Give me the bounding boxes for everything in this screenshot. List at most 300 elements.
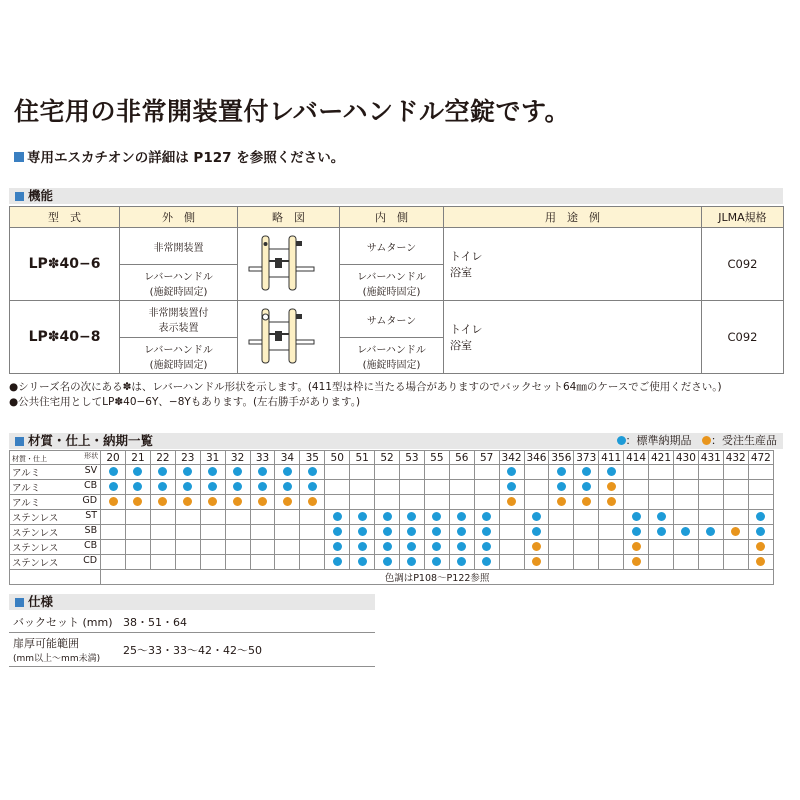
availability-cell xyxy=(649,480,674,495)
availability-cell xyxy=(275,495,300,510)
availability-cell xyxy=(449,495,474,510)
material-label xyxy=(10,555,101,570)
spec-section-header xyxy=(9,594,375,610)
standard-dot-icon xyxy=(607,467,616,476)
outer-top-text: 非常開装置付 xyxy=(148,308,209,319)
standard-dot-icon xyxy=(507,482,516,491)
header-drawing: 略 図 xyxy=(238,207,340,228)
availability-cell xyxy=(175,495,200,510)
standard-dot-icon xyxy=(457,527,466,536)
availability-cell xyxy=(649,525,674,540)
lock-diagram xyxy=(238,301,340,374)
availability-cell xyxy=(624,540,649,555)
availability-cell xyxy=(200,510,225,525)
availability-cell xyxy=(300,525,325,540)
availability-cell xyxy=(399,555,424,570)
standard-dot-icon xyxy=(258,467,267,476)
shape-header: 55 xyxy=(424,451,449,465)
availability-cell xyxy=(723,495,748,510)
standard-dot-icon xyxy=(457,557,466,566)
availability-cell xyxy=(649,555,674,570)
corner-material-label: 材質・仕上 xyxy=(12,455,47,463)
availability-cell xyxy=(325,525,350,540)
standard-dot-icon xyxy=(432,542,441,551)
legend-standard: ：標準納期品 xyxy=(625,434,692,447)
order-dot-icon xyxy=(702,436,711,445)
outer-top-sub: 表示装置 xyxy=(158,323,199,334)
order-dot-icon xyxy=(756,542,765,551)
availability-cell xyxy=(474,510,499,525)
inner-top-text: サムターン xyxy=(366,242,417,254)
availability-cell xyxy=(225,540,250,555)
shape-header: 431 xyxy=(698,451,723,465)
availability-cell xyxy=(126,465,151,480)
standard-dot-icon xyxy=(233,482,242,491)
availability-cell xyxy=(499,555,524,570)
order-dot-icon xyxy=(183,497,192,506)
availability-cell xyxy=(499,510,524,525)
availability-cell xyxy=(126,540,151,555)
availability-cell xyxy=(624,495,649,510)
availability-cell xyxy=(225,510,250,525)
material-row xyxy=(10,480,774,495)
availability-cell xyxy=(325,510,350,525)
standard-dot-icon xyxy=(432,557,441,566)
header-jlma: JLMA規格 xyxy=(702,207,784,228)
corner-cell xyxy=(10,451,101,465)
availability-cell xyxy=(126,555,151,570)
availability-cell xyxy=(524,480,549,495)
availability-cell xyxy=(101,555,126,570)
escutcheon-note-text: 専用エスカチオンの詳細は P127 を参照ください。 xyxy=(27,150,345,166)
material-label xyxy=(10,510,101,525)
materials-table xyxy=(9,450,774,585)
order-dot-icon xyxy=(632,542,641,551)
availability-cell xyxy=(698,525,723,540)
standard-dot-icon xyxy=(681,527,690,536)
availability-cell xyxy=(250,510,275,525)
availability-cell xyxy=(325,480,350,495)
availability-cell xyxy=(499,525,524,540)
material-name: アルミ xyxy=(12,468,41,479)
standard-dot-icon xyxy=(432,512,441,521)
material-label xyxy=(10,465,101,480)
standard-dot-icon xyxy=(482,512,491,521)
standard-dot-icon xyxy=(383,557,392,566)
standard-dot-icon xyxy=(557,467,566,476)
outer-bottom-sub: (施錠時固定) xyxy=(149,286,208,298)
availability-cell xyxy=(549,540,574,555)
square-bullet-icon xyxy=(15,192,24,201)
availability-cell xyxy=(275,555,300,570)
availability-cell xyxy=(350,480,375,495)
outer-bottom xyxy=(120,338,238,374)
availability-cell xyxy=(325,465,350,480)
availability-cell xyxy=(424,525,449,540)
standard-dot-icon xyxy=(407,512,416,521)
availability-cell xyxy=(399,495,424,510)
standard-dot-icon xyxy=(756,512,765,521)
material-row xyxy=(10,540,774,555)
standard-dot-icon xyxy=(407,542,416,551)
availability-cell xyxy=(748,480,773,495)
material-label xyxy=(10,480,101,495)
availability-cell xyxy=(474,525,499,540)
header-model: 型 式 xyxy=(10,207,120,228)
availability-cell xyxy=(499,495,524,510)
order-dot-icon xyxy=(258,497,267,506)
standard-dot-icon xyxy=(617,436,626,445)
availability-cell xyxy=(474,465,499,480)
inner-bottom xyxy=(340,338,444,374)
header-inner: 内 側 xyxy=(340,207,444,228)
standard-dot-icon xyxy=(158,467,167,476)
availability-cell xyxy=(748,525,773,540)
availability-cell xyxy=(225,555,250,570)
availability-cell xyxy=(126,525,151,540)
availability-cell xyxy=(175,540,200,555)
availability-cell xyxy=(449,510,474,525)
shape-header: 53 xyxy=(399,451,424,465)
availability-cell xyxy=(350,555,375,570)
order-dot-icon xyxy=(158,497,167,506)
availability-cell xyxy=(649,465,674,480)
inner-bottom-text: レバーハンドル xyxy=(357,271,426,283)
lever-lock-indicator-diagram-icon xyxy=(244,306,334,366)
outer-top xyxy=(120,228,238,265)
availability-cell xyxy=(424,540,449,555)
availability-cell xyxy=(624,480,649,495)
standard-dot-icon xyxy=(283,467,292,476)
availability-cell xyxy=(399,525,424,540)
availability-cell xyxy=(424,555,449,570)
availability-cell xyxy=(250,465,275,480)
spec-backset-value: 38・51・64 xyxy=(119,612,375,633)
standard-dot-icon xyxy=(158,482,167,491)
availability-cell xyxy=(574,480,599,495)
finish-code: GD xyxy=(82,495,98,506)
availability-cell xyxy=(449,480,474,495)
availability-cell xyxy=(101,495,126,510)
availability-cell xyxy=(698,480,723,495)
availability-cell xyxy=(748,465,773,480)
spec-door-thickness-label xyxy=(9,633,119,667)
availability-cell xyxy=(748,540,773,555)
standard-dot-icon xyxy=(457,512,466,521)
finish-code: CB xyxy=(83,480,98,491)
availability-cell xyxy=(175,465,200,480)
availability-cell xyxy=(624,510,649,525)
availability-cell xyxy=(599,555,624,570)
availability-cell xyxy=(300,465,325,480)
standard-dot-icon xyxy=(308,482,317,491)
standard-dot-icon xyxy=(532,527,541,536)
availability-cell xyxy=(449,465,474,480)
outer-bottom-text: レバーハンドル xyxy=(144,271,213,283)
note-line: ●公共住宅用としてLP✽40−6Y、−8Yもあります。(左右勝手があります。) xyxy=(9,396,361,408)
material-row xyxy=(10,495,774,510)
availability-cell xyxy=(126,495,151,510)
availability-cell xyxy=(574,540,599,555)
outer-top xyxy=(120,301,238,338)
availability-cell xyxy=(449,555,474,570)
availability-cell xyxy=(375,465,400,480)
use-toilet: トイレ xyxy=(450,323,483,336)
shape-header: 421 xyxy=(649,451,674,465)
availability-cell xyxy=(698,540,723,555)
availability-cell xyxy=(673,555,698,570)
legend-order: ：受注生産品 xyxy=(711,434,777,447)
shape-header: 472 xyxy=(748,451,773,465)
standard-dot-icon xyxy=(507,467,516,476)
availability-cell xyxy=(275,525,300,540)
shape-header: 35 xyxy=(300,451,325,465)
shape-header: 414 xyxy=(624,451,649,465)
availability-cell xyxy=(624,525,649,540)
standard-dot-icon xyxy=(333,542,342,551)
availability-cell xyxy=(375,510,400,525)
square-bullet-icon xyxy=(15,437,24,446)
availability-cell xyxy=(150,480,175,495)
availability-cell xyxy=(723,510,748,525)
availability-cell xyxy=(175,510,200,525)
availability-cell xyxy=(300,555,325,570)
shape-header: 50 xyxy=(325,451,350,465)
shape-header: 31 xyxy=(200,451,225,465)
function-notes xyxy=(9,380,722,410)
availability-cell xyxy=(673,510,698,525)
header-outer: 外 側 xyxy=(120,207,238,228)
shape-header: 432 xyxy=(723,451,748,465)
availability-cell xyxy=(449,540,474,555)
availability-cell xyxy=(300,495,325,510)
standard-dot-icon xyxy=(432,527,441,536)
availability-cell xyxy=(549,525,574,540)
availability-cell xyxy=(599,465,624,480)
jlma-code: C092 xyxy=(702,301,784,374)
shape-header: 34 xyxy=(275,451,300,465)
availability-cell xyxy=(300,480,325,495)
shape-header: 23 xyxy=(175,451,200,465)
standard-dot-icon xyxy=(482,527,491,536)
standard-dot-icon xyxy=(358,527,367,536)
spec-door-thickness-sub: (mm以上〜mm未満) xyxy=(13,654,101,664)
standard-dot-icon xyxy=(532,512,541,521)
model-lp40-8: LP✽40−8 xyxy=(10,301,120,374)
order-dot-icon xyxy=(233,497,242,506)
inner-bottom-text: レバーハンドル xyxy=(357,344,426,356)
standard-dot-icon xyxy=(482,557,491,566)
shape-header: 373 xyxy=(574,451,599,465)
availability-cell xyxy=(350,525,375,540)
availability-cell xyxy=(200,480,225,495)
availability-cell xyxy=(225,495,250,510)
standard-dot-icon xyxy=(407,527,416,536)
function-table xyxy=(9,206,784,374)
standard-dot-icon xyxy=(183,467,192,476)
material-row xyxy=(10,465,774,480)
availability-cell xyxy=(549,510,574,525)
shape-header: 356 xyxy=(549,451,574,465)
standard-dot-icon xyxy=(183,482,192,491)
availability-cell xyxy=(474,555,499,570)
availability-cell xyxy=(126,510,151,525)
availability-cell xyxy=(424,465,449,480)
availability-cell xyxy=(325,555,350,570)
availability-cell xyxy=(673,525,698,540)
order-dot-icon xyxy=(109,497,118,506)
inner-bottom xyxy=(340,265,444,301)
availability-cell xyxy=(574,495,599,510)
material-row xyxy=(10,525,774,540)
availability-cell xyxy=(350,540,375,555)
availability-cell xyxy=(474,540,499,555)
order-dot-icon xyxy=(507,497,516,506)
standard-dot-icon xyxy=(383,527,392,536)
standard-dot-icon xyxy=(706,527,715,536)
standard-dot-icon xyxy=(358,512,367,521)
shape-header: 411 xyxy=(599,451,624,465)
availability-cell xyxy=(250,495,275,510)
materials-section-header xyxy=(9,433,783,449)
availability-cell xyxy=(150,540,175,555)
page-title: 住宅用の非常開装置付レバーハンドル空錠です。 xyxy=(14,97,571,126)
availability-cell xyxy=(673,465,698,480)
availability-cell xyxy=(200,465,225,480)
availability-cell xyxy=(649,510,674,525)
shape-header: 56 xyxy=(449,451,474,465)
lock-diagram xyxy=(238,228,340,301)
availability-cell xyxy=(200,495,225,510)
availability-cell xyxy=(549,480,574,495)
availability-cell xyxy=(375,540,400,555)
spec-table xyxy=(9,612,375,667)
function-section-header xyxy=(9,188,783,204)
standard-dot-icon xyxy=(582,482,591,491)
function-heading: 機能 xyxy=(28,188,54,203)
order-dot-icon xyxy=(133,497,142,506)
availability-cell xyxy=(275,510,300,525)
availability-cell xyxy=(325,495,350,510)
standard-dot-icon xyxy=(632,527,641,536)
shape-header: 33 xyxy=(250,451,275,465)
shape-header: 32 xyxy=(225,451,250,465)
color-note: 色調はP108〜P122参照 xyxy=(101,570,774,585)
spec-backset-label: バックセット (mm) xyxy=(9,612,119,633)
shape-header: 57 xyxy=(474,451,499,465)
availability-cell xyxy=(300,540,325,555)
material-name: アルミ xyxy=(12,483,41,494)
spec-door-thickness-text: 扉厚可能範囲 xyxy=(13,637,79,650)
availability-cell xyxy=(200,540,225,555)
availability-cell xyxy=(424,495,449,510)
availability-cell xyxy=(150,555,175,570)
availability-cell xyxy=(673,495,698,510)
availability-cell xyxy=(275,540,300,555)
availability-cell xyxy=(200,555,225,570)
standard-dot-icon xyxy=(657,527,666,536)
availability-cell xyxy=(549,555,574,570)
order-dot-icon xyxy=(731,527,740,536)
standard-dot-icon xyxy=(308,467,317,476)
order-dot-icon xyxy=(632,557,641,566)
use-example xyxy=(444,228,702,301)
availability-cell xyxy=(399,480,424,495)
availability-cell xyxy=(524,510,549,525)
availability-cell xyxy=(723,555,748,570)
availability-cell xyxy=(624,555,649,570)
availability-cell xyxy=(673,480,698,495)
standard-dot-icon xyxy=(482,542,491,551)
availability-cell xyxy=(499,480,524,495)
availability-cell xyxy=(200,525,225,540)
availability-cell xyxy=(101,525,126,540)
availability-cell xyxy=(101,465,126,480)
availability-cell xyxy=(748,495,773,510)
availability-cell xyxy=(574,510,599,525)
availability-cell xyxy=(449,525,474,540)
availability-cell xyxy=(275,465,300,480)
availability-cell xyxy=(275,480,300,495)
availability-cell xyxy=(250,525,275,540)
standard-dot-icon xyxy=(233,467,242,476)
standard-dot-icon xyxy=(333,527,342,536)
availability-cell xyxy=(474,495,499,510)
shape-header: 51 xyxy=(350,451,375,465)
material-name: ステンレス xyxy=(12,528,59,539)
availability-cell xyxy=(624,465,649,480)
availability-cell xyxy=(101,510,126,525)
availability-cell xyxy=(698,555,723,570)
availability-cell xyxy=(599,525,624,540)
availability-cell xyxy=(599,540,624,555)
availability-cell xyxy=(599,510,624,525)
availability-cell xyxy=(574,555,599,570)
order-dot-icon xyxy=(582,497,591,506)
use-bath: 浴室 xyxy=(450,266,472,279)
availability-cell xyxy=(375,555,400,570)
order-dot-icon xyxy=(607,482,616,491)
availability-cell xyxy=(399,510,424,525)
legend xyxy=(617,433,778,449)
spec-door-thickness-value: 25〜33・33〜42・42〜50 xyxy=(119,633,375,667)
availability-cell xyxy=(225,465,250,480)
shape-header: 346 xyxy=(524,451,549,465)
order-dot-icon xyxy=(308,497,317,506)
material-name: アルミ xyxy=(12,498,41,509)
availability-cell xyxy=(399,465,424,480)
order-dot-icon xyxy=(532,557,541,566)
standard-dot-icon xyxy=(109,467,118,476)
availability-cell xyxy=(375,525,400,540)
standard-dot-icon xyxy=(333,557,342,566)
use-bath: 浴室 xyxy=(450,339,472,352)
lever-lock-diagram-icon xyxy=(244,233,334,293)
availability-cell xyxy=(549,495,574,510)
availability-cell xyxy=(350,495,375,510)
availability-cell xyxy=(499,465,524,480)
header-use: 用 途 例 xyxy=(444,207,702,228)
order-dot-icon xyxy=(208,497,217,506)
availability-cell xyxy=(599,495,624,510)
finish-code: SV xyxy=(84,465,98,476)
square-bullet-icon xyxy=(15,598,24,607)
availability-cell xyxy=(723,540,748,555)
standard-dot-icon xyxy=(109,482,118,491)
standard-dot-icon xyxy=(407,557,416,566)
availability-cell xyxy=(524,525,549,540)
availability-cell xyxy=(499,540,524,555)
